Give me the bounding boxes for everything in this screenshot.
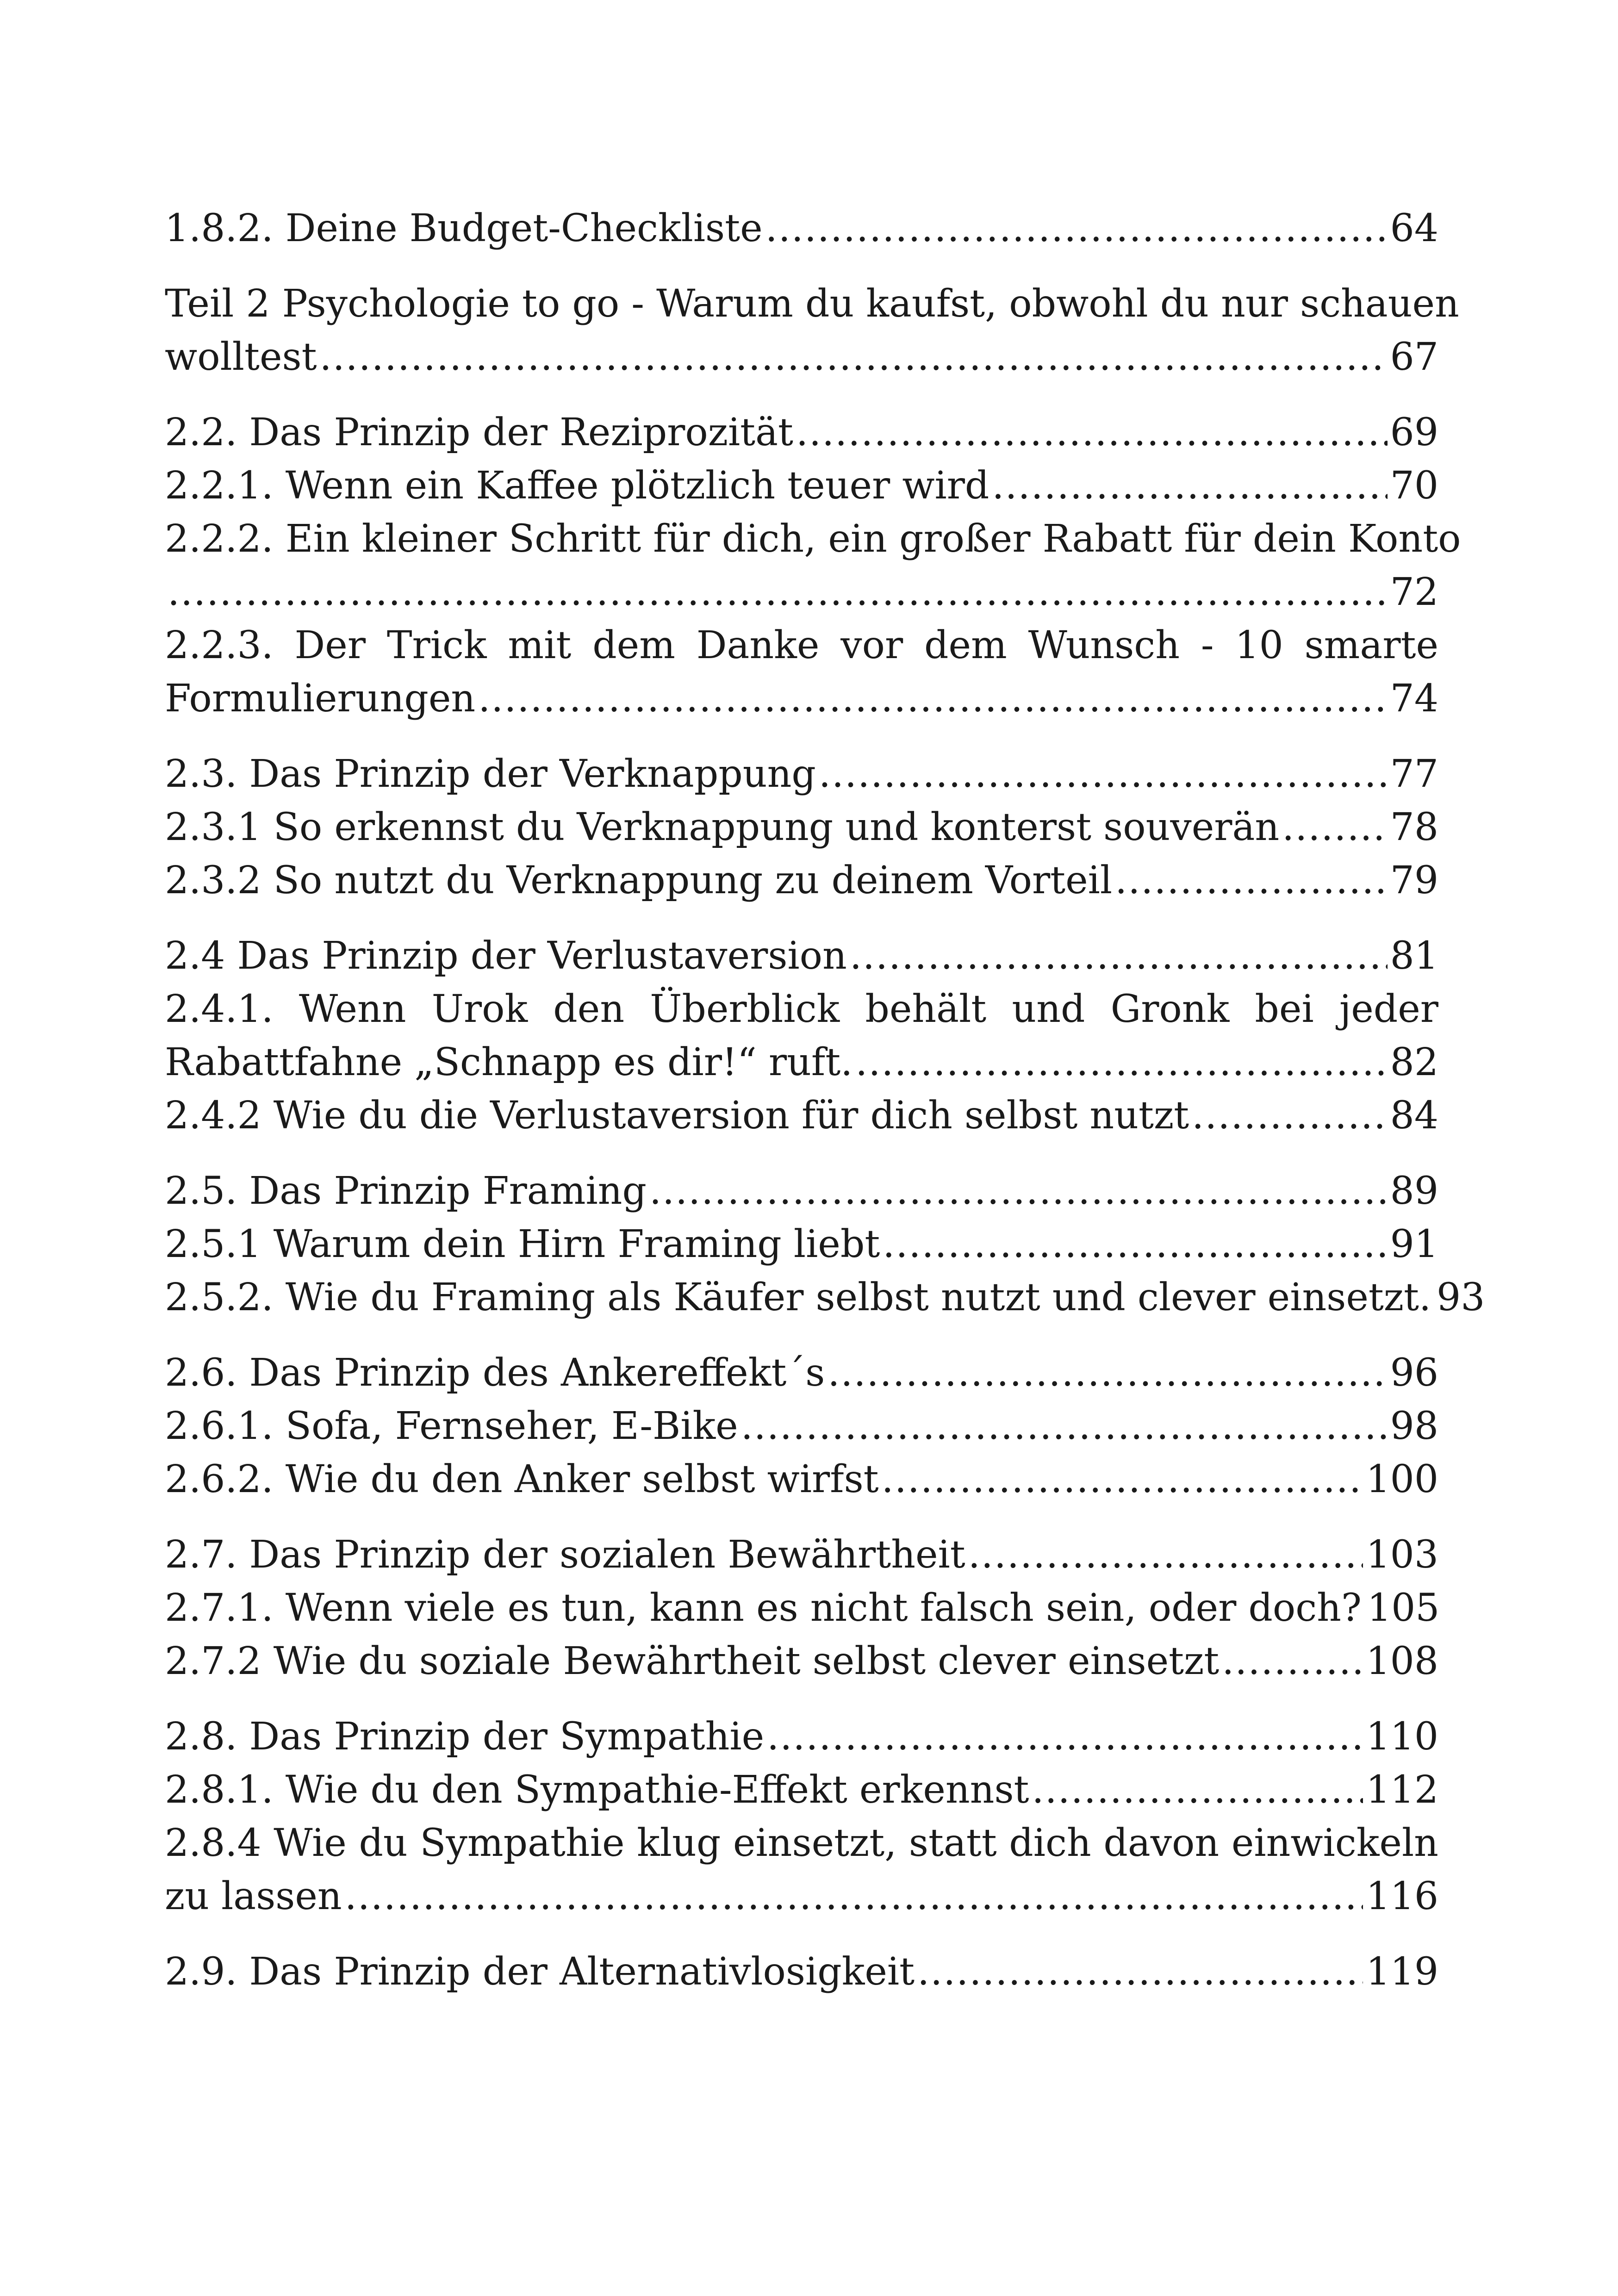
dot-leader [883,1218,1387,1271]
toc-section [165,277,1459,384]
toc-entry-title-line: zu lassen [165,1874,342,1918]
toc-entry-title: 2.6. Das Prinzip des Ankereffekt´s [165,1351,825,1395]
toc-entry-title: 2.5.1 Warum dein Hirn Framing liebt [165,1222,880,1266]
toc-entry-title: 2.6.2. Wie du den Anker selbst wirfst [165,1457,879,1501]
toc-entry[interactable] [165,983,1438,1089]
dot-leader [320,330,1388,384]
toc-page-number: 77 [1390,752,1438,796]
toc-entry-title: 2.8.1. Wie du den Sympathie-Effekt erkennst [165,1768,1029,1812]
toc-entry-title: 2.3. Das Prinzip der Verknappung [165,752,816,796]
toc-page-number: 70 [1390,464,1438,508]
toc-entry[interactable] [165,1635,1438,1688]
toc-page-number: 69 [1390,411,1438,454]
toc-entry[interactable] [165,1528,1438,1581]
toc-page-number: 98 [1390,1404,1438,1448]
toc-entry[interactable] [165,1581,1438,1635]
toc-entry[interactable] [165,1710,1438,1763]
toc-page-number: 93 [1437,1276,1485,1319]
toc-page-number: 116 [1366,1874,1438,1918]
toc-entry-title: 2.5. Das Prinzip Framing [165,1169,647,1213]
dot-leader [765,202,1388,255]
dot-leader [1032,1763,1363,1817]
toc-section [165,1945,1438,1998]
dot-leader [992,459,1387,512]
toc-section [165,929,1438,1142]
toc-section [165,1164,1485,1324]
dot-leader [1192,1089,1388,1142]
dot-leader [968,1528,1363,1581]
toc-entry-title: 2.3.2 So nutzt du Verknappung zu deinem Vorteil [165,859,1113,902]
toc-page-number: 72 [1390,570,1438,614]
toc-section [165,747,1438,907]
toc-entry[interactable] [165,929,1438,983]
toc-page-number: 89 [1390,1169,1438,1213]
dot-leader [828,1346,1387,1400]
toc-entry-title-line: Teil 2 Psychologie to go - Warum du kaufst, obwohl du nur schauen [165,282,1459,326]
toc-entry[interactable] [165,1763,1438,1817]
toc-page-number: 108 [1366,1639,1438,1683]
toc-page-number: 82 [1390,1040,1438,1084]
dot-leader [478,672,1387,725]
toc-entry[interactable] [165,1453,1438,1506]
toc-entry[interactable] [165,202,1438,255]
dot-leader [168,566,1388,619]
toc-page-number: 112 [1366,1768,1438,1812]
toc-entry[interactable] [165,619,1438,725]
toc-entry[interactable] [165,1400,1438,1453]
toc-entry-title-line: wolltest [165,335,317,379]
dot-leader [345,1870,1363,1923]
toc-page-number: 81 [1390,934,1438,978]
toc-entry-title-line: 2.2.2. Ein kleiner Schritt für dich, ein großer Rabatt für dein Konto [165,517,1461,561]
toc-page-number: 79 [1390,859,1438,902]
toc-entry[interactable] [165,406,1438,459]
toc-entry-title: 2.3.1 So erkennst du Verknappung und konterst souverän [165,805,1280,849]
toc-entry-title: 2.2.1. Wenn ein Kaffee plötzlich teuer wird [165,464,989,508]
toc-entry-title-line: Rabattfahne „Schnapp es dir!“ ruft. [165,1040,853,1084]
toc-page-number: 105 [1367,1586,1440,1630]
toc-page-number: 96 [1390,1351,1438,1395]
toc-section [165,406,1461,725]
toc-page-number: 91 [1390,1222,1438,1266]
dot-leader [1115,854,1388,907]
toc-entry-title: 2.8. Das Prinzip der Sympathie [165,1715,765,1759]
toc-section [165,1346,1438,1506]
toc-entry-title-line: 2.2.3. Der Trick mit dem Danke vor dem Wunsch - 10 smarte [165,623,1438,667]
dot-leader [1222,1635,1363,1688]
toc-entry[interactable] [165,801,1438,854]
toc-entry[interactable] [165,1271,1485,1324]
toc-entry[interactable] [165,747,1438,801]
dot-leader [850,929,1388,983]
dot-leader [767,1710,1363,1763]
dot-leader [819,747,1388,801]
toc-page-number: 67 [1390,335,1438,379]
toc-page-number: 119 [1366,1950,1438,1994]
toc-entry-title: 1.8.2. Deine Budget-Checkliste [165,206,763,250]
toc-page-number: 110 [1366,1715,1438,1759]
toc-entry[interactable] [165,854,1438,907]
toc-page-number: 103 [1366,1533,1438,1577]
dot-leader [917,1945,1363,1998]
toc-entry-title-line: Formulierungen [165,677,476,721]
toc-entry[interactable] [165,1817,1438,1923]
table-of-contents [165,202,1485,2021]
toc-entry[interactable] [165,459,1438,512]
dot-leader [882,1453,1363,1506]
toc-section [165,1528,1438,1688]
toc-entry-title: 2.4 Das Prinzip der Verlustaversion [165,934,847,978]
toc-entry[interactable] [165,277,1459,384]
toc-page-number: 74 [1390,677,1438,721]
toc-entry-title: 2.6.1. Sofa, Fernseher, E-Bike [165,1404,738,1448]
toc-entry[interactable] [165,1346,1438,1400]
dot-leader [1282,801,1388,854]
toc-entry-title: 2.7.1. Wenn viele es tun, kann es nicht falsch sein, oder doch? [165,1586,1362,1630]
toc-page-number: 64 [1390,206,1438,250]
toc-entry-title: 2.4.2 Wie du die Verlustaversion für dich selbst nutzt [165,1094,1189,1138]
toc-entry-title-line: 2.4.1. Wenn Urok den Überblick behält und Gronk bei jeder [165,987,1438,1031]
dot-leader [741,1400,1388,1453]
toc-entry-title: 2.7. Das Prinzip der sozialen Bewährtheit [165,1533,965,1577]
toc-page-number: 84 [1390,1094,1438,1138]
toc-entry[interactable] [165,1164,1438,1218]
toc-entry-title: 2.2. Das Prinzip der Reziprozität [165,411,793,454]
toc-entry[interactable] [165,1089,1438,1142]
dot-leader [796,406,1388,459]
toc-entry-title: 2.5.2. Wie du Framing als Käufer selbst nutzt und clever einsetzt. [165,1276,1431,1319]
toc-entry[interactable] [165,1945,1438,1998]
toc-page-number: 100 [1366,1457,1438,1501]
dot-leader [649,1164,1388,1218]
dot-leader [855,1036,1387,1089]
toc-section [165,1710,1438,1923]
toc-page-number: 78 [1390,805,1438,849]
toc-entry-title: 2.7.2 Wie du soziale Bewährtheit selbst clever einsetzt [165,1639,1220,1683]
toc-entry[interactable] [165,512,1461,619]
toc-entry[interactable] [165,1218,1438,1271]
toc-entry-title: 2.9. Das Prinzip der Alternativlosigkeit [165,1950,915,1994]
toc-section [165,202,1438,255]
toc-entry-title-line: 2.8.4 Wie du Sympathie klug einsetzt, statt dich davon einwickeln [165,1821,1438,1865]
